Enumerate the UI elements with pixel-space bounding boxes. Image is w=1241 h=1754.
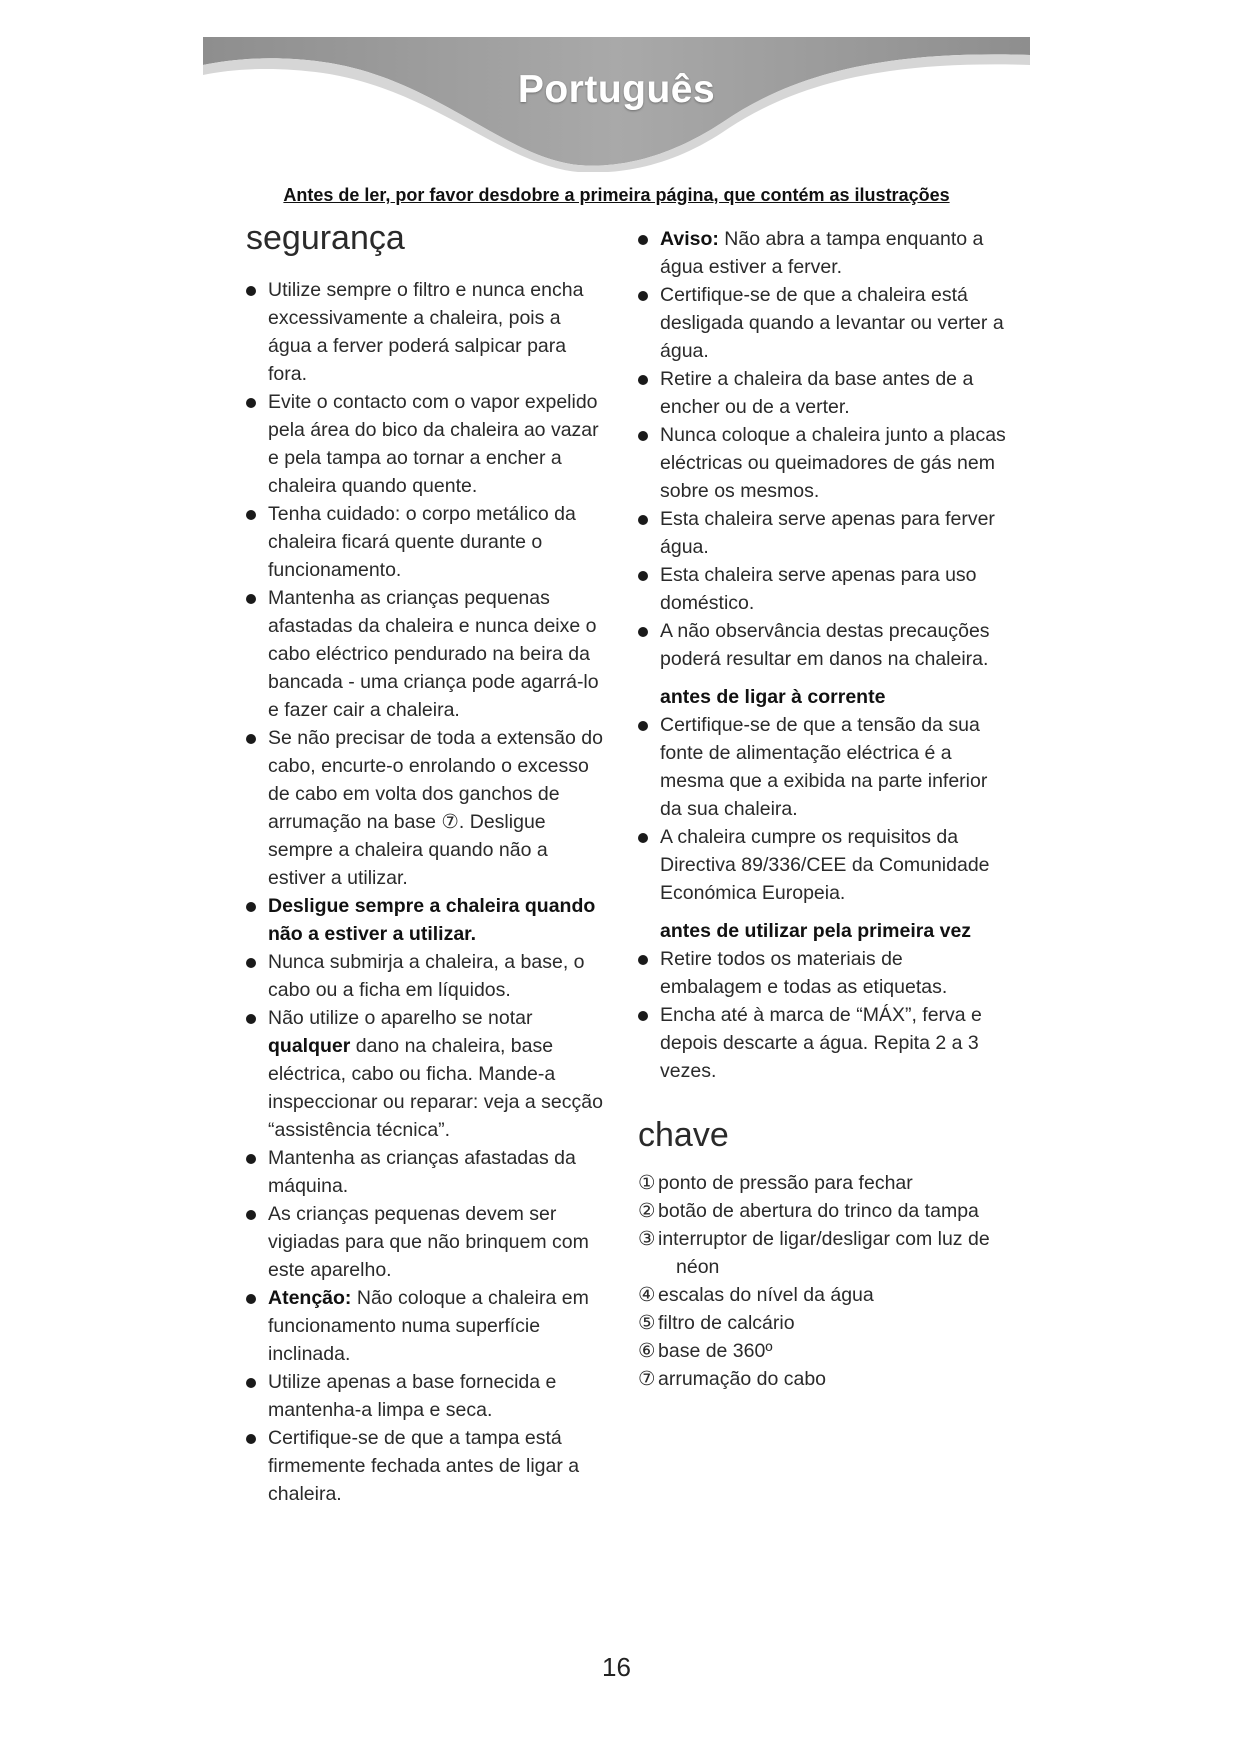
list-item: Desligue sempre a chaleira quando não a estiver a utilizar.: [246, 892, 606, 948]
list-item: Mantenha as crianças pequenas afastadas da chaleira e nunca deixe o cabo eléctrico pendurado na beira da bancada - uma criança pode agarrá-lo e fazer cair a chaleira.: [246, 584, 606, 724]
subheading-before-connect: antes de ligar à corrente: [660, 686, 886, 708]
right-column: [638, 225, 1010, 1393]
left-column: [246, 218, 606, 1508]
section-heading-key: chave: [638, 1116, 729, 1154]
list-item: Se não precisar de toda a extensão do cabo, encurte-o enrolando o excesso de cabo em volta dos ganchos de arrumação na base ⑦. Desligue sempre a chaleira quando não a estiver a utilizar.: [246, 724, 606, 892]
list-item: A chaleira cumpre os requisitos da Directiva 89/336/CEE da Comunidade Económica Europeia.: [638, 823, 1010, 907]
key-item: ② botão de abertura do trinco da tampa: [638, 1200, 979, 1222]
list-item: As crianças pequenas devem ser vigiadas para que não brinquem com este aparelho.: [246, 1200, 606, 1284]
key-list: [638, 1169, 1010, 1393]
list-item: Certifique-se de que a tensão da sua fonte de alimentação eléctrica é a mesma que a exibida na parte inferior da sua chaleira.: [638, 711, 1010, 823]
page-title: Português: [517, 68, 716, 111]
list-item: Aviso: Não abra a tampa enquanto a água estiver a ferver.: [638, 225, 1010, 281]
list-item: Esta chaleira serve apenas para ferver água.: [638, 505, 1010, 561]
key-item: ① ponto de pressão para fechar: [638, 1172, 913, 1194]
list-item: Evite o contacto com o vapor expelido pela área do bico da chaleira ao vazar e pela tampa ao tornar a encher a chaleira quando quente.: [246, 388, 606, 500]
list-item: Encha até à marca de “MÁX”, ferva e depois descarte a água. Repita 2 a 3 vezes.: [638, 1001, 1010, 1085]
before-connect-list: [638, 711, 1010, 907]
list-item: A não observância destas precauções poderá resultar em danos na chaleira.: [638, 617, 1010, 673]
list-item: Certifique-se de que a tampa está firmemente fechada antes de ligar a chaleira.: [246, 1424, 606, 1508]
key-item: ⑥ base de 360º: [638, 1340, 773, 1362]
list-item: Utilize sempre o filtro e nunca encha excessivamente a chaleira, pois a água a ferver poderá salpicar para fora.: [246, 276, 606, 388]
section-heading-safety: segurança: [246, 219, 405, 257]
key-item: ⑤ filtro de calcário: [638, 1312, 795, 1334]
key-item: ⑦ arrumação do cabo: [638, 1368, 827, 1390]
list-item: Nunca submirja a chaleira, a base, o cabo ou a ficha em líquidos.: [246, 948, 606, 1004]
intro-instruction: Antes de ler, por favor desdobre a primeira página, que contém as ilustrações: [283, 185, 950, 205]
list-item: Certifique-se de que a chaleira está desligada quando a levantar ou verter a água.: [638, 281, 1010, 365]
page-number: 16: [602, 1652, 631, 1682]
list-item: Esta chaleira serve apenas para uso doméstico.: [638, 561, 1010, 617]
key-item: ④ escalas do nível da água: [638, 1284, 874, 1306]
list-item: Nunca coloque a chaleira junto a placas eléctricas ou queimadores de gás nem sobre os mesmos.: [638, 421, 1010, 505]
list-item: Mantenha as crianças afastadas da máquina.: [246, 1144, 606, 1200]
list-item: Não utilize o aparelho se notar qualquer dano na chaleira, base eléctrica, cabo ou ficha. Mande-a inspeccionar ou reparar: veja a secção “assistência técnica”.: [246, 1004, 606, 1144]
before-first-use-list: [638, 945, 1010, 1085]
list-item: Tenha cuidado: o corpo metálico da chaleira ficará quente durante o funcionamento.: [246, 500, 606, 584]
list-item: Utilize apenas a base fornecida e mantenha-a limpa e seca.: [246, 1368, 606, 1424]
subheading-before-first-use: antes de utilizar pela primeira vez: [660, 920, 972, 942]
list-item: Atenção: Não coloque a chaleira em funcionamento numa superfície inclinada.: [246, 1284, 606, 1368]
list-item: Retire todos os materiais de embalagem e todas as etiquetas.: [638, 945, 1010, 1001]
warnings-list: [638, 225, 1010, 673]
safety-list: [246, 276, 606, 1508]
key-item: ③ interruptor de ligar/desligar com luz de néon: [638, 1228, 990, 1278]
list-item: Retire a chaleira da base antes de a encher ou de a verter.: [638, 365, 1010, 421]
